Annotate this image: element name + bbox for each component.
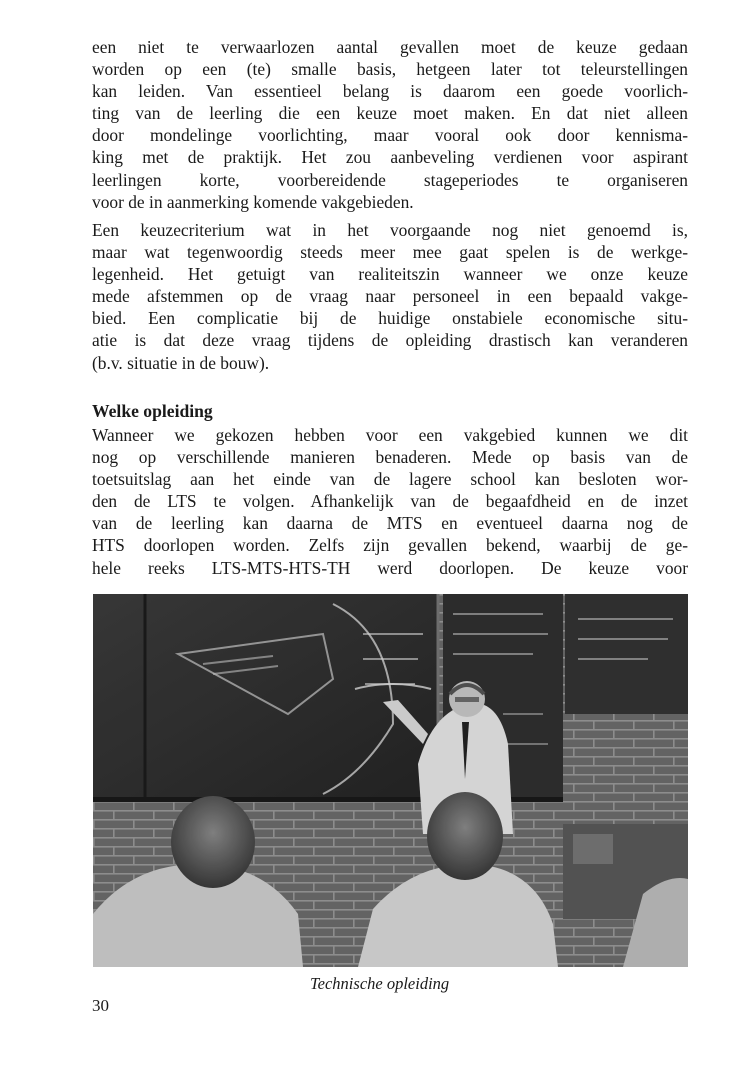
- text-line: maar wat tegenwoordig steeds meer mee gaat spelen is de werkge-: [92, 242, 688, 263]
- photo-caption: Technische opleiding: [310, 974, 450, 993]
- classroom-photo-illustration: [93, 594, 688, 967]
- text-line: HTS doorlopen worden. Zelfs zijn gevallen bekend, waarbij de ge-: [92, 535, 688, 556]
- text-line: een niet te verwaarlozen aantal gevallen moet de keuze gedaan: [92, 37, 688, 57]
- text-line: den de LTS te volgen. Afhankelijk van de begaafdheid en de inzet: [92, 491, 688, 512]
- text-line: ting van de leerling die een keuze moet maken. En dat niet alleen: [92, 103, 688, 124]
- section-heading: Welke opleiding: [92, 401, 213, 421]
- text-line: toetsuitslag aan het einde van de lagere school kan besloten wor-: [92, 469, 688, 490]
- text-line: Wanneer we gekozen hebben voor een vakgebied kunnen we dit: [92, 425, 688, 445]
- text-line: voor de in aanmerking komende vakgebieden.: [92, 191, 414, 212]
- text-line: Een keuzecriterium wat in het voorgaande nog niet genoemd is,: [92, 220, 688, 240]
- text-line: nog op verschillende manieren benaderen. Mede op basis van de: [92, 447, 688, 468]
- text-line: worden op een (te) smalle basis, hetgeen later tot teleurstellingen: [92, 59, 688, 80]
- paragraph-welke-opleiding: [92, 424, 688, 579]
- paragraph-intro: [92, 36, 688, 213]
- text-line: atie is dat deze vraag tijdens de opleiding drastisch kan veranderen: [92, 330, 688, 351]
- text-line: kan leiden. Van essentieel belang is daarom een goede voorlich-: [92, 81, 688, 102]
- page-number: 30: [92, 996, 109, 1015]
- text-line: king met de praktijk. Het zou aanbeveling verdienen voor aspirant: [92, 147, 688, 168]
- text-line: (b.v. situatie in de bouw).: [92, 352, 270, 373]
- text-line: legenheid. Het getuigt van realiteitszin wanneer we onze keuze: [92, 264, 688, 285]
- classroom-photo: [93, 594, 688, 967]
- text-line: bied. Een complicatie bij de huidige onstabiele economische situ-: [92, 308, 688, 329]
- text-line: mede afstemmen op de vraag naar personeel in een bepaald vakge-: [92, 286, 688, 307]
- text-line: leerlingen korte, voorbereidende stageperiodes te organiseren: [92, 169, 688, 190]
- paragraph-keuzecriterium: [92, 219, 688, 374]
- text-line: hele reeks LTS-MTS-HTS-TH werd doorlopen. De keuze voor: [92, 557, 688, 578]
- text-line: van de leerling kan daarna de MTS en eventueel daarna nog de: [92, 513, 688, 534]
- text-line: door mondelinge voorlichting, maar vooral ook door kennisma-: [92, 125, 688, 146]
